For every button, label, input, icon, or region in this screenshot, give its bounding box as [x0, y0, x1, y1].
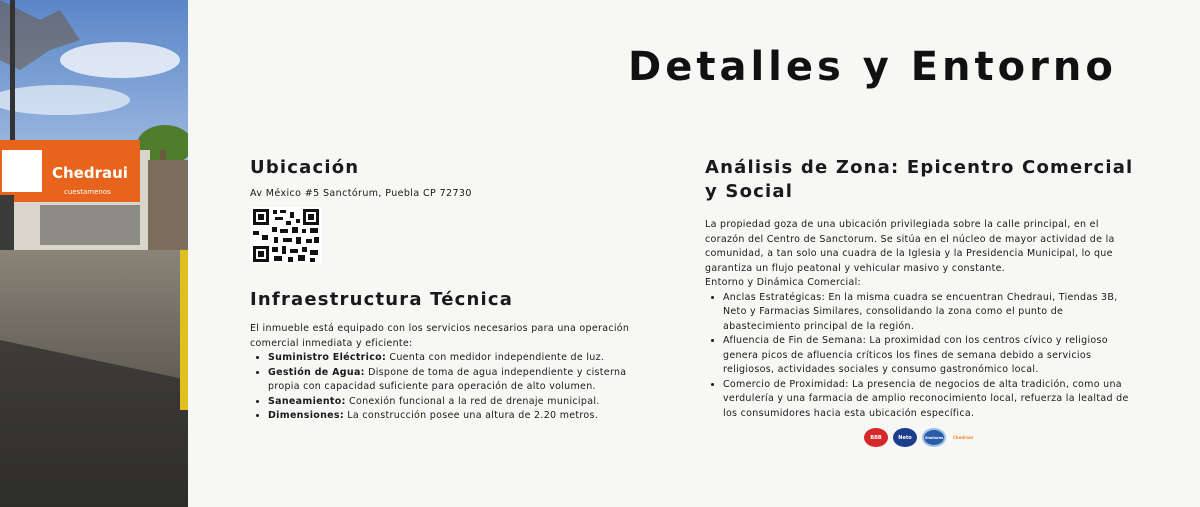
infrastructure-list [250, 351, 660, 424]
neto-logo [893, 428, 917, 447]
qr-code-graphic [250, 207, 322, 264]
infrastructure-item-text: Conexión funcional a la red de drenaje municipal. [345, 395, 600, 407]
address-text: Av México #5 Sanctórum, Puebla CP 72730 [250, 188, 472, 199]
similares-logo-text: Similares [924, 435, 944, 440]
infrastructure-item-label: Suministro Eléctrico: [268, 352, 387, 363]
infrastructure-item-dimensions [268, 409, 660, 424]
storefront-photo-graphic [0, 0, 188, 507]
bbb-logo-text: BBB [870, 434, 882, 441]
chedraui-logo [951, 428, 975, 447]
location-heading: Ubicación [250, 157, 360, 178]
infrastructure-item-electric [268, 351, 660, 366]
infrastructure-item-sanitation [268, 395, 660, 410]
zone-item-anchors: • Anclas Estratégicas: En la misma cuadra se encuentran Chedraui, Tiendas 3B, Neto y Farmacias Similares, consolidando la zona como el punto de abastecimiento principal de la región. [723, 291, 1140, 335]
infrastructure-item-water [268, 366, 660, 395]
zone-intro: La propiedad goza de una ubicación privilegiada sobre la calle principal, en el corazón del Centro de Sanctorum. Se sitúa en el núcleo de mayor actividad de la comunidad, a tan solo una cuadra de la Iglesia y la Presidencia Municipal, lo que garantiza un flujo peatonal y vehicular masivo y constante. [705, 219, 1115, 274]
neto-logo-text: Neto [898, 434, 912, 441]
brand-logos [864, 428, 975, 447]
chedraui-sign-text: Chedraui [52, 164, 128, 182]
storefront-photo [0, 0, 188, 507]
infrastructure-item-label: Dimensiones: [268, 410, 344, 421]
page-title: Detalles y Entorno [628, 44, 1117, 90]
infrastructure-item-text: Dispone de toma de agua independiente y cisterna propia con capacidad suficiente para operación de alto volumen. [268, 366, 627, 392]
bbb-logo [864, 428, 888, 447]
chedraui-logo-text: Chedraui [952, 435, 974, 440]
left-column [250, 156, 660, 424]
zone-item-proximity: • Comercio de Proximidad: La presencia de negocios de alta tradición, como una verdulería y una farmacia de amplio reconocimiento local, refuerza la lealtad de los consumidores hacia esta ubicación específica. [723, 378, 1140, 422]
zone-heading: Análisis de Zona: Epicentro Comercial y Social [705, 157, 1134, 202]
infrastructure-item-text: La construcción posee una altura de 2.20 metros. [343, 410, 599, 421]
farmacias-similares-logo [922, 428, 946, 447]
infrastructure-item-label: Saneamiento: [268, 395, 346, 407]
zone-item-weekend: • Afluencia de Fin de Semana: La proximidad con los centros cívico y religioso genera picos de afluencia críticos los fines de semana debido a servicios religiosos, actividades sociales y consumo gastronómico local. [723, 334, 1140, 378]
right-column [705, 156, 1140, 421]
infrastructure-heading: Infraestructura Técnica [250, 289, 514, 310]
infrastructure-item-label: Gestión de Agua: [268, 366, 365, 378]
zone-subheading: Entorno y Dinámica Comercial: [705, 277, 862, 288]
infrastructure-item-text: Cuenta con medidor independiente de luz. [386, 352, 605, 363]
qr-code[interactable] [250, 207, 322, 264]
chedraui-subsign-text: cuestamenos [64, 188, 111, 196]
zone-list [705, 291, 1140, 422]
infrastructure-intro: El inmueble está equipado con los servicios necesarios para una operación comercial inmediata y eficiente: [250, 323, 630, 349]
